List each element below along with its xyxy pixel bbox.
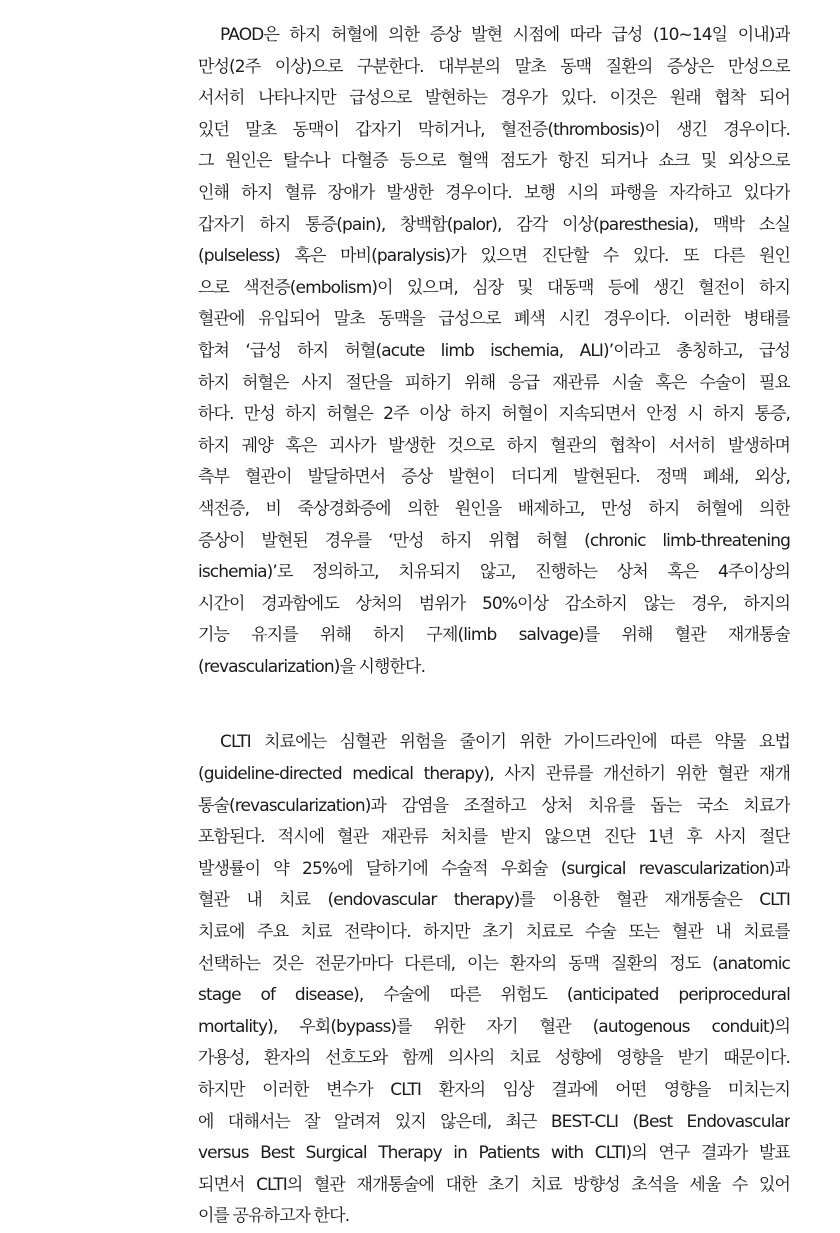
text-line: 그 원인은 탈수나 다혈증 등으로 혈액 점도가 항진 되거나 쇼크 및 외상으로	[198, 151, 790, 172]
text-line: 만성(2주 이상)으로 구분한다. 대부분의 말초 동맥 질환의 증상은 만성으로	[198, 56, 790, 77]
text-line: 되면서 CLTI의 혈관 재개통술에 대한 초기 치료 방향성 초석을 세울 수 있어	[198, 1174, 790, 1195]
text-line: 발생률이 약 25%에 달하기에 수술적 우회술 (surgical revascularization)과	[198, 858, 790, 879]
text-line: 하지만 이러한 변수가 CLTI 환자의 임상 결과에 어떤 영향을 미치는지	[198, 1080, 790, 1100]
text-line: 으로 색전증(embolism)이 있으며, 심장 및 대동맥 등에 생긴 혈전이 하지	[198, 277, 790, 298]
document-body	[198, 20, 790, 1233]
text-line: 서서히 나타나지만 급성으로 발현하는 경우가 있다. 이것은 원래 협착 되어	[198, 88, 790, 109]
text-line: 포함된다. 적시에 혈관 재관류 처치를 받지 않으면 진단 1년 후 사지 절단	[198, 827, 790, 848]
text-line: versus Best Surgical Therapy in Patients with CLTI)의 연구 결과가 발표	[198, 1143, 790, 1164]
paragraph-clti-treatment	[198, 727, 790, 1233]
paragraph-spacer	[198, 683, 790, 727]
text-line: 가용성, 환자의 선호도와 함께 의사의 치료 성향에 영향을 받기 때문이다.	[198, 1048, 790, 1069]
text-line: 이를 공유하고자 한다.	[198, 1206, 350, 1227]
text-line: 혈관 내 치료 (endovascular therapy)를 이용한 혈관 재개통술은 CLTI	[198, 890, 790, 911]
text-line: 색전증, 비 죽상경화증에 의한 원인을 배제하고, 만성 하지 허혈에 의한	[198, 498, 790, 519]
text-line: 하지 허혈은 사지 절단을 피하기 위해 응급 재관류 시술 혹은 수술이 필요	[198, 372, 790, 393]
text-line: 기능 유지를 위해 하지 구제(limb salvage)를 위해 혈관 재개통술	[198, 625, 790, 646]
text-line: 하다. 만성 하지 허혈은 2주 이상 하지 허혈이 지속되면서 안정 시 하지 통증,	[198, 404, 790, 425]
text-line: PAOD은 하지 허혈에 의한 증상 발현 시점에 따라 급성 (10~14일 이내)과	[220, 25, 790, 45]
text-line: 갑자기 하지 통증(pain), 창백함(palor), 감각 이상(paresthesia), 맥박 소실	[198, 214, 790, 235]
text-line: 혈관에 유입되어 말초 동맥을 급성으로 폐색 시킨 경우이다. 이러한 병태를	[198, 309, 790, 330]
paragraph-paod	[198, 20, 790, 683]
text-line: 선택하는 것은 전문가마다 다른데, 이는 환자의 동맥 질환의 정도 (anatomic	[198, 953, 790, 974]
text-line: (guideline-directed medical therapy), 사지 관류를 개선하기 위한 혈관 재개	[198, 764, 790, 785]
text-line: stage of disease), 수술에 따른 위험도 (anticipated periprocedural	[198, 985, 790, 1006]
text-line: 에 대해서는 잘 알려져 있지 않은데, 최근 BEST-CLI (Best Endovascular	[198, 1111, 790, 1132]
text-line: 인해 하지 혈류 장애가 발생한 경우이다. 보행 시의 파행을 자각하고 있다가	[198, 182, 790, 203]
text-line: CLTI 치료에는 심혈관 위험을 줄이기 위한 가이드라인에 따른 약물 요법	[220, 732, 790, 753]
text-line: 통술(revascularization)과 감염을 조절하고 상처 치유를 돕는 국소 치료가	[198, 795, 790, 816]
text-line: 치료에 주요 치료 전략이다. 하지만 초기 치료로 수술 또는 혈관 내 치료를	[198, 922, 790, 943]
text-line: mortality), 우회(bypass)를 위한 자기 혈관 (autogenous conduit)의	[198, 1016, 790, 1037]
text-line: 하지 궤양 혹은 괴사가 발생한 것으로 하지 혈관의 협착이 서서히 발생하며	[198, 435, 790, 456]
text-line: 시간이 경과함에도 상처의 범위가 50%이상 감소하지 않는 경우, 하지의	[198, 593, 790, 614]
text-line: 측부 혈관이 발달하면서 증상 발현이 더디게 발현된다. 정맥 폐쇄, 외상,	[198, 467, 790, 488]
text-line: (pulseless) 혹은 마비(paralysis)가 있으면 진단할 수 있다. 또 다른 원인	[198, 246, 790, 267]
text-line: ischemia)’로 정의하고, 치유되지 않고, 진행하는 상처 혹은 4주이상의	[198, 562, 790, 583]
text-line: 있던 말초 동맥이 갑자기 막히거나, 혈전증(thrombosis)이 생긴 경우이다.	[198, 119, 790, 140]
text-line: 증상이 발현된 경우를 ‘만성 하지 위협 허혈 (chronic limb-threatening	[198, 530, 790, 551]
text-line: 합쳐 ‘급성 하지 허혈(acute limb ischemia, ALI)’이라고 총칭하고, 급성	[198, 340, 790, 361]
text-line: (revascularization)을 시행한다.	[198, 656, 426, 677]
